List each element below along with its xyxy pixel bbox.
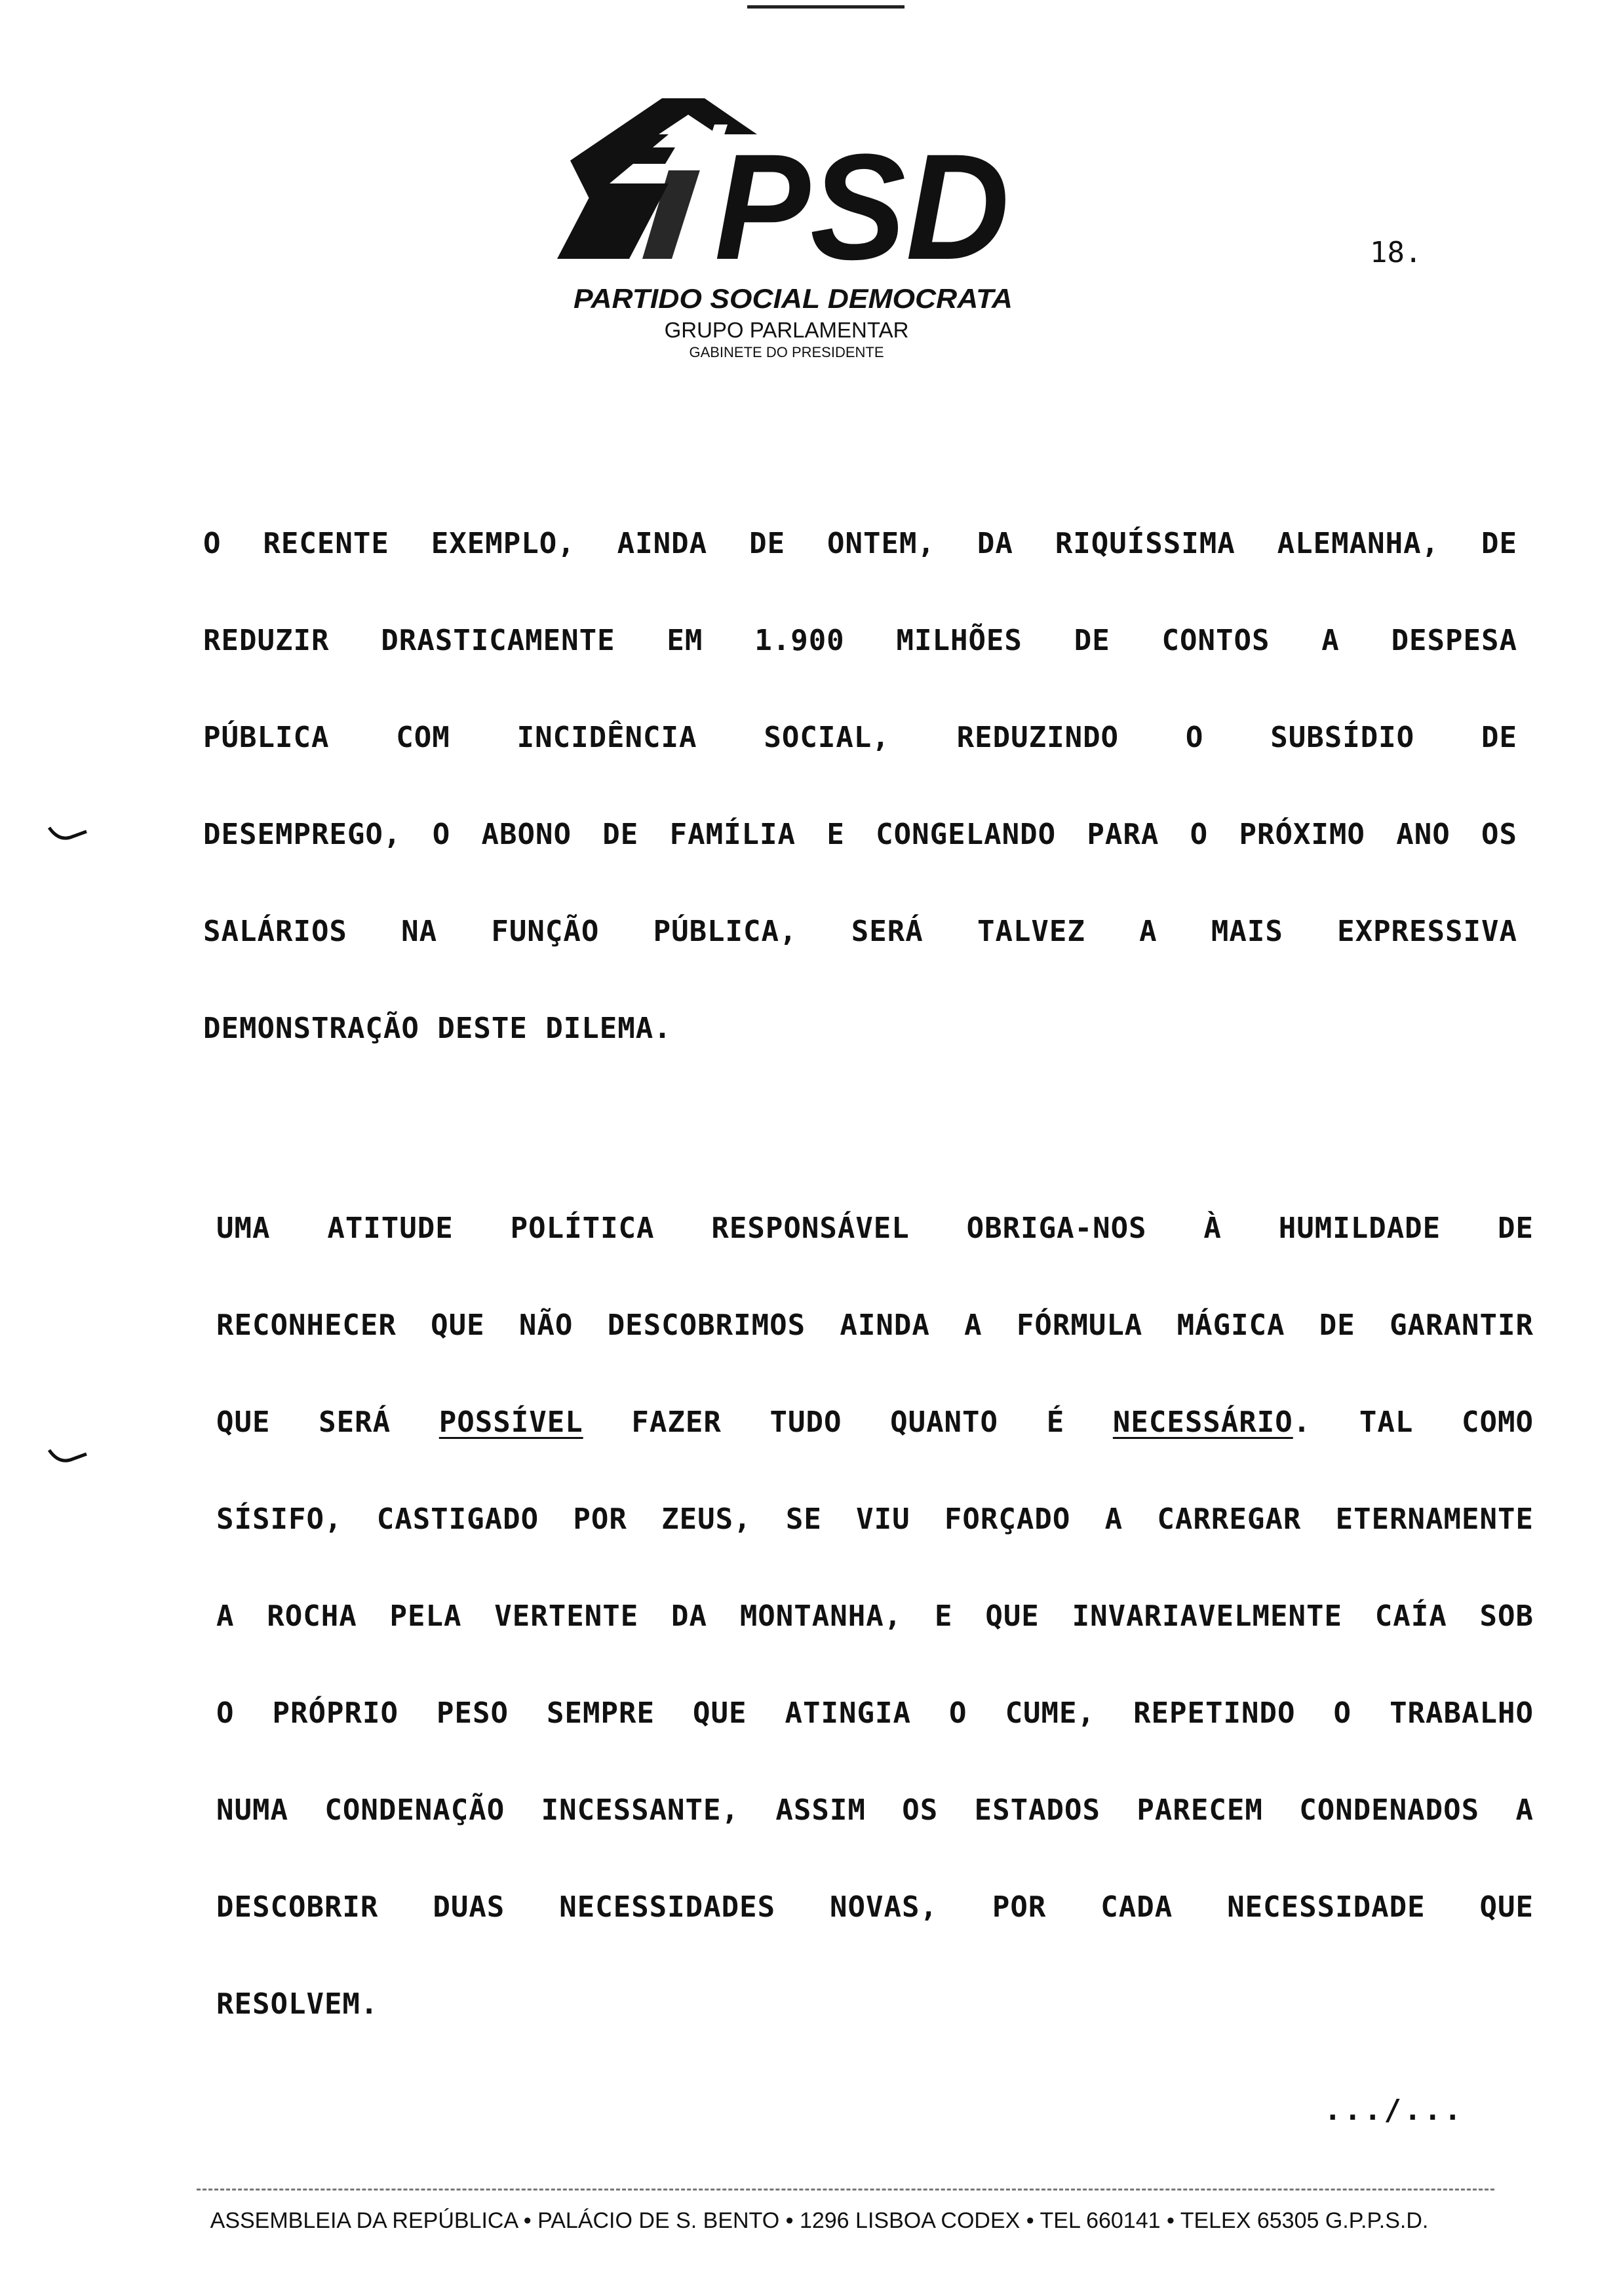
text-segment: FAZER TUDO QUANTO É (631, 1406, 1065, 1439)
text-line: NUMA CONDENAÇÃO INCESSANTE, ASSIM OS ESTADOS PARECEM CONDENADOS A (216, 1793, 1534, 1827)
top-rule (747, 5, 905, 9)
party-name: PARTIDO SOCIAL DEMOCRATA (574, 283, 1013, 314)
paragraph-1 (203, 524, 1517, 1106)
text-line: O RECENTE EXEMPLO, AINDA DE ONTEM, DA RIQUÍSSIMA ALEMANHA, DE (203, 527, 1517, 560)
text-line: SALÁRIOS NA FUNÇÃO PÚBLICA, SERÁ TALVEZ A MAIS EXPRESSIVA (203, 915, 1517, 948)
page-number: 18. (1370, 236, 1422, 269)
text-line: PÚBLICA COM INCIDÊNCIA SOCIAL, REDUZINDO O SUBSÍDIO DE (203, 721, 1517, 754)
footer-address: ASSEMBLEIA DA REPÚBLICA • PALÁCIO DE S. BENTO • 1296 LISBOA CODEX • TEL 660141 • TELEX 65305 G.P.P.S.D. (210, 2208, 1429, 2233)
text-line: RESOLVEM. (216, 1987, 379, 2021)
text-line (216, 1403, 1534, 1500)
margin-check-mark-icon (46, 1445, 92, 1471)
underlined-word: POSSÍVEL (438, 1406, 583, 1439)
psd-logo (551, 85, 1049, 321)
text-line: DESCOBRIR DUAS NECESSIDADES NOVAS, POR CADA NECESSIDADE QUE (216, 1890, 1534, 1924)
letterhead (524, 72, 1049, 380)
text-line: DESEMPREGO, O ABONO DE FAMÍLIA E CONGELANDO PARA O PRÓXIMO ANO OS (203, 818, 1517, 851)
text-line: RECONHECER QUE NÃO DESCOBRIMOS AINDA A FÓRMULA MÁGICA DE GARANTIR (216, 1309, 1534, 1342)
text-line: DEMONSTRAÇÃO DESTE DILEMA. (203, 1012, 672, 1045)
office-name: GABINETE DO PRESIDENTE (689, 344, 884, 360)
text-line: REDUZIR DRASTICAMENTE EM 1.900 MILHÕES DE CONTOS A DESPESA (203, 624, 1517, 657)
text-segment: QUE SERÁ (216, 1406, 391, 1439)
footer-rule (197, 2189, 1494, 2192)
text-line: UMA ATITUDE POLÍTICA RESPONSÁVEL OBRIGA-NOS À HUMILDADE DE (216, 1212, 1534, 1245)
text-line: O PRÓPRIO PESO SEMPRE QUE ATINGIA O CUME, REPETINDO O TRABALHO (216, 1696, 1534, 1730)
logo-text: PSD (714, 123, 1009, 291)
text-line: A ROCHA PELA VERTENTE DA MONTANHA, E QUE INVARIAVELMENTE CAÍA SOB (216, 1599, 1534, 1633)
text-line: SÍSIFO, CASTIGADO POR ZEUS, SE VIU FORÇADO A CARREGAR ETERNAMENTE (216, 1502, 1534, 1536)
margin-check-mark-icon (46, 822, 92, 849)
group-name: GRUPO PARLAMENTAR (664, 318, 909, 342)
text-segment: . TAL COMO (1293, 1406, 1534, 1439)
underlined-word: NECESSÁRIO (1112, 1406, 1293, 1439)
continuation-mark: .../... (1324, 2094, 1464, 2127)
paragraph-2 (216, 1209, 1534, 2082)
